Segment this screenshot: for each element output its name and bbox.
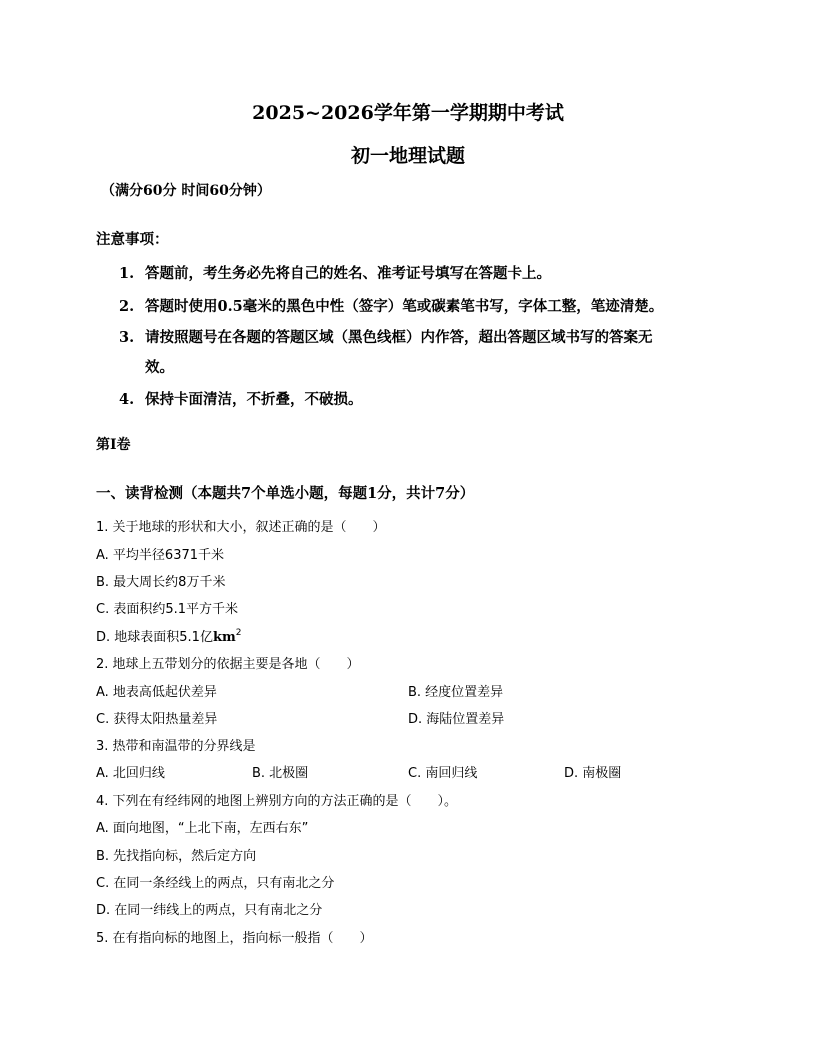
section-heading: 一、读背检测（本题共7个单选小题，每题1分，共计7分） xyxy=(96,485,475,502)
score-time-note: （满分60分 时间60分钟） xyxy=(101,183,271,199)
notice-item-number: 3. xyxy=(119,329,135,346)
option-b: B. 最大周长约8万千米 xyxy=(96,575,226,590)
notice-item xyxy=(119,388,363,409)
option-c: C. 表面积约5.1平方千米 xyxy=(96,602,239,617)
notice-item xyxy=(119,262,551,283)
question-stem: 5. 在有指向标的地图上，指向标一般指（ ） xyxy=(96,931,373,946)
option-b: B. 经度位置差异 xyxy=(408,685,504,700)
question-stem: 2. 地球上五带划分的依据主要是各地（ ） xyxy=(96,657,360,672)
notice-item-text: 答题前，考生务必先将自己的姓名、准考证号填写在答题卡上。 xyxy=(145,265,551,282)
notice-item-number: 4. xyxy=(119,391,135,408)
unit-exponent: 2 xyxy=(235,628,242,638)
question-stem: 4. 下列在有经纬网的地图上辨别方向的方法正确的是（ ）。 xyxy=(96,794,458,809)
option-d xyxy=(96,626,241,645)
option-c: C. 南回归线 xyxy=(408,766,478,781)
notice-item-text: 保持卡面清洁，不折叠，不破损。 xyxy=(145,391,363,408)
notice-heading: 注意事项： xyxy=(96,231,169,248)
option-b: B. 北极圈 xyxy=(252,766,309,781)
notice-item xyxy=(119,326,653,347)
option-a: A. 平均半径6371千米 xyxy=(96,548,225,563)
notice-item-text: 答题时使用0.5毫米的黑色中性（签字）笔或碳素笔书写，字体工整，笔迹清楚。 xyxy=(145,298,664,315)
exam-title: 2025~2026学年第一学期期中考试 xyxy=(252,102,564,124)
option-a: A. 北回归线 xyxy=(96,766,165,781)
notice-item-continuation: 效。 xyxy=(145,359,174,376)
volume-label: 第I卷 xyxy=(96,437,131,453)
unit-km: km xyxy=(212,630,236,645)
notice-item-text: 请按照题号在各题的答题区域（黑色线框）内作答，超出答题区域书写的答案无 xyxy=(145,329,653,346)
exam-subtitle: 初一地理试题 xyxy=(350,145,465,167)
question-stem: 3. 热带和南温带的分界线是 xyxy=(96,739,256,754)
option-c: C. 在同一条经线上的两点，只有南北之分 xyxy=(96,876,335,891)
option-c: C. 获得太阳热量差异 xyxy=(96,712,218,727)
question-stem: 1. 关于地球的形状和大小，叙述正确的是（ ） xyxy=(96,520,386,535)
notice-item-number: 2. xyxy=(119,298,135,315)
option-b: B. 先找指向标，然后定方向 xyxy=(96,849,257,864)
option-d: D. 南极圈 xyxy=(564,766,622,781)
option-a: A. 面向地图，“上北下南，左西右东” xyxy=(96,821,309,836)
notice-item-number: 1. xyxy=(119,265,135,282)
notice-item xyxy=(119,295,663,316)
option-a: A. 地表高低起伏差异 xyxy=(96,685,217,700)
option-d: D. 海陆位置差异 xyxy=(408,712,505,727)
option-d: D. 在同一纬线上的两点，只有南北之分 xyxy=(96,903,323,918)
option-d-text: D. 地球表面积5.1亿 xyxy=(96,630,213,645)
